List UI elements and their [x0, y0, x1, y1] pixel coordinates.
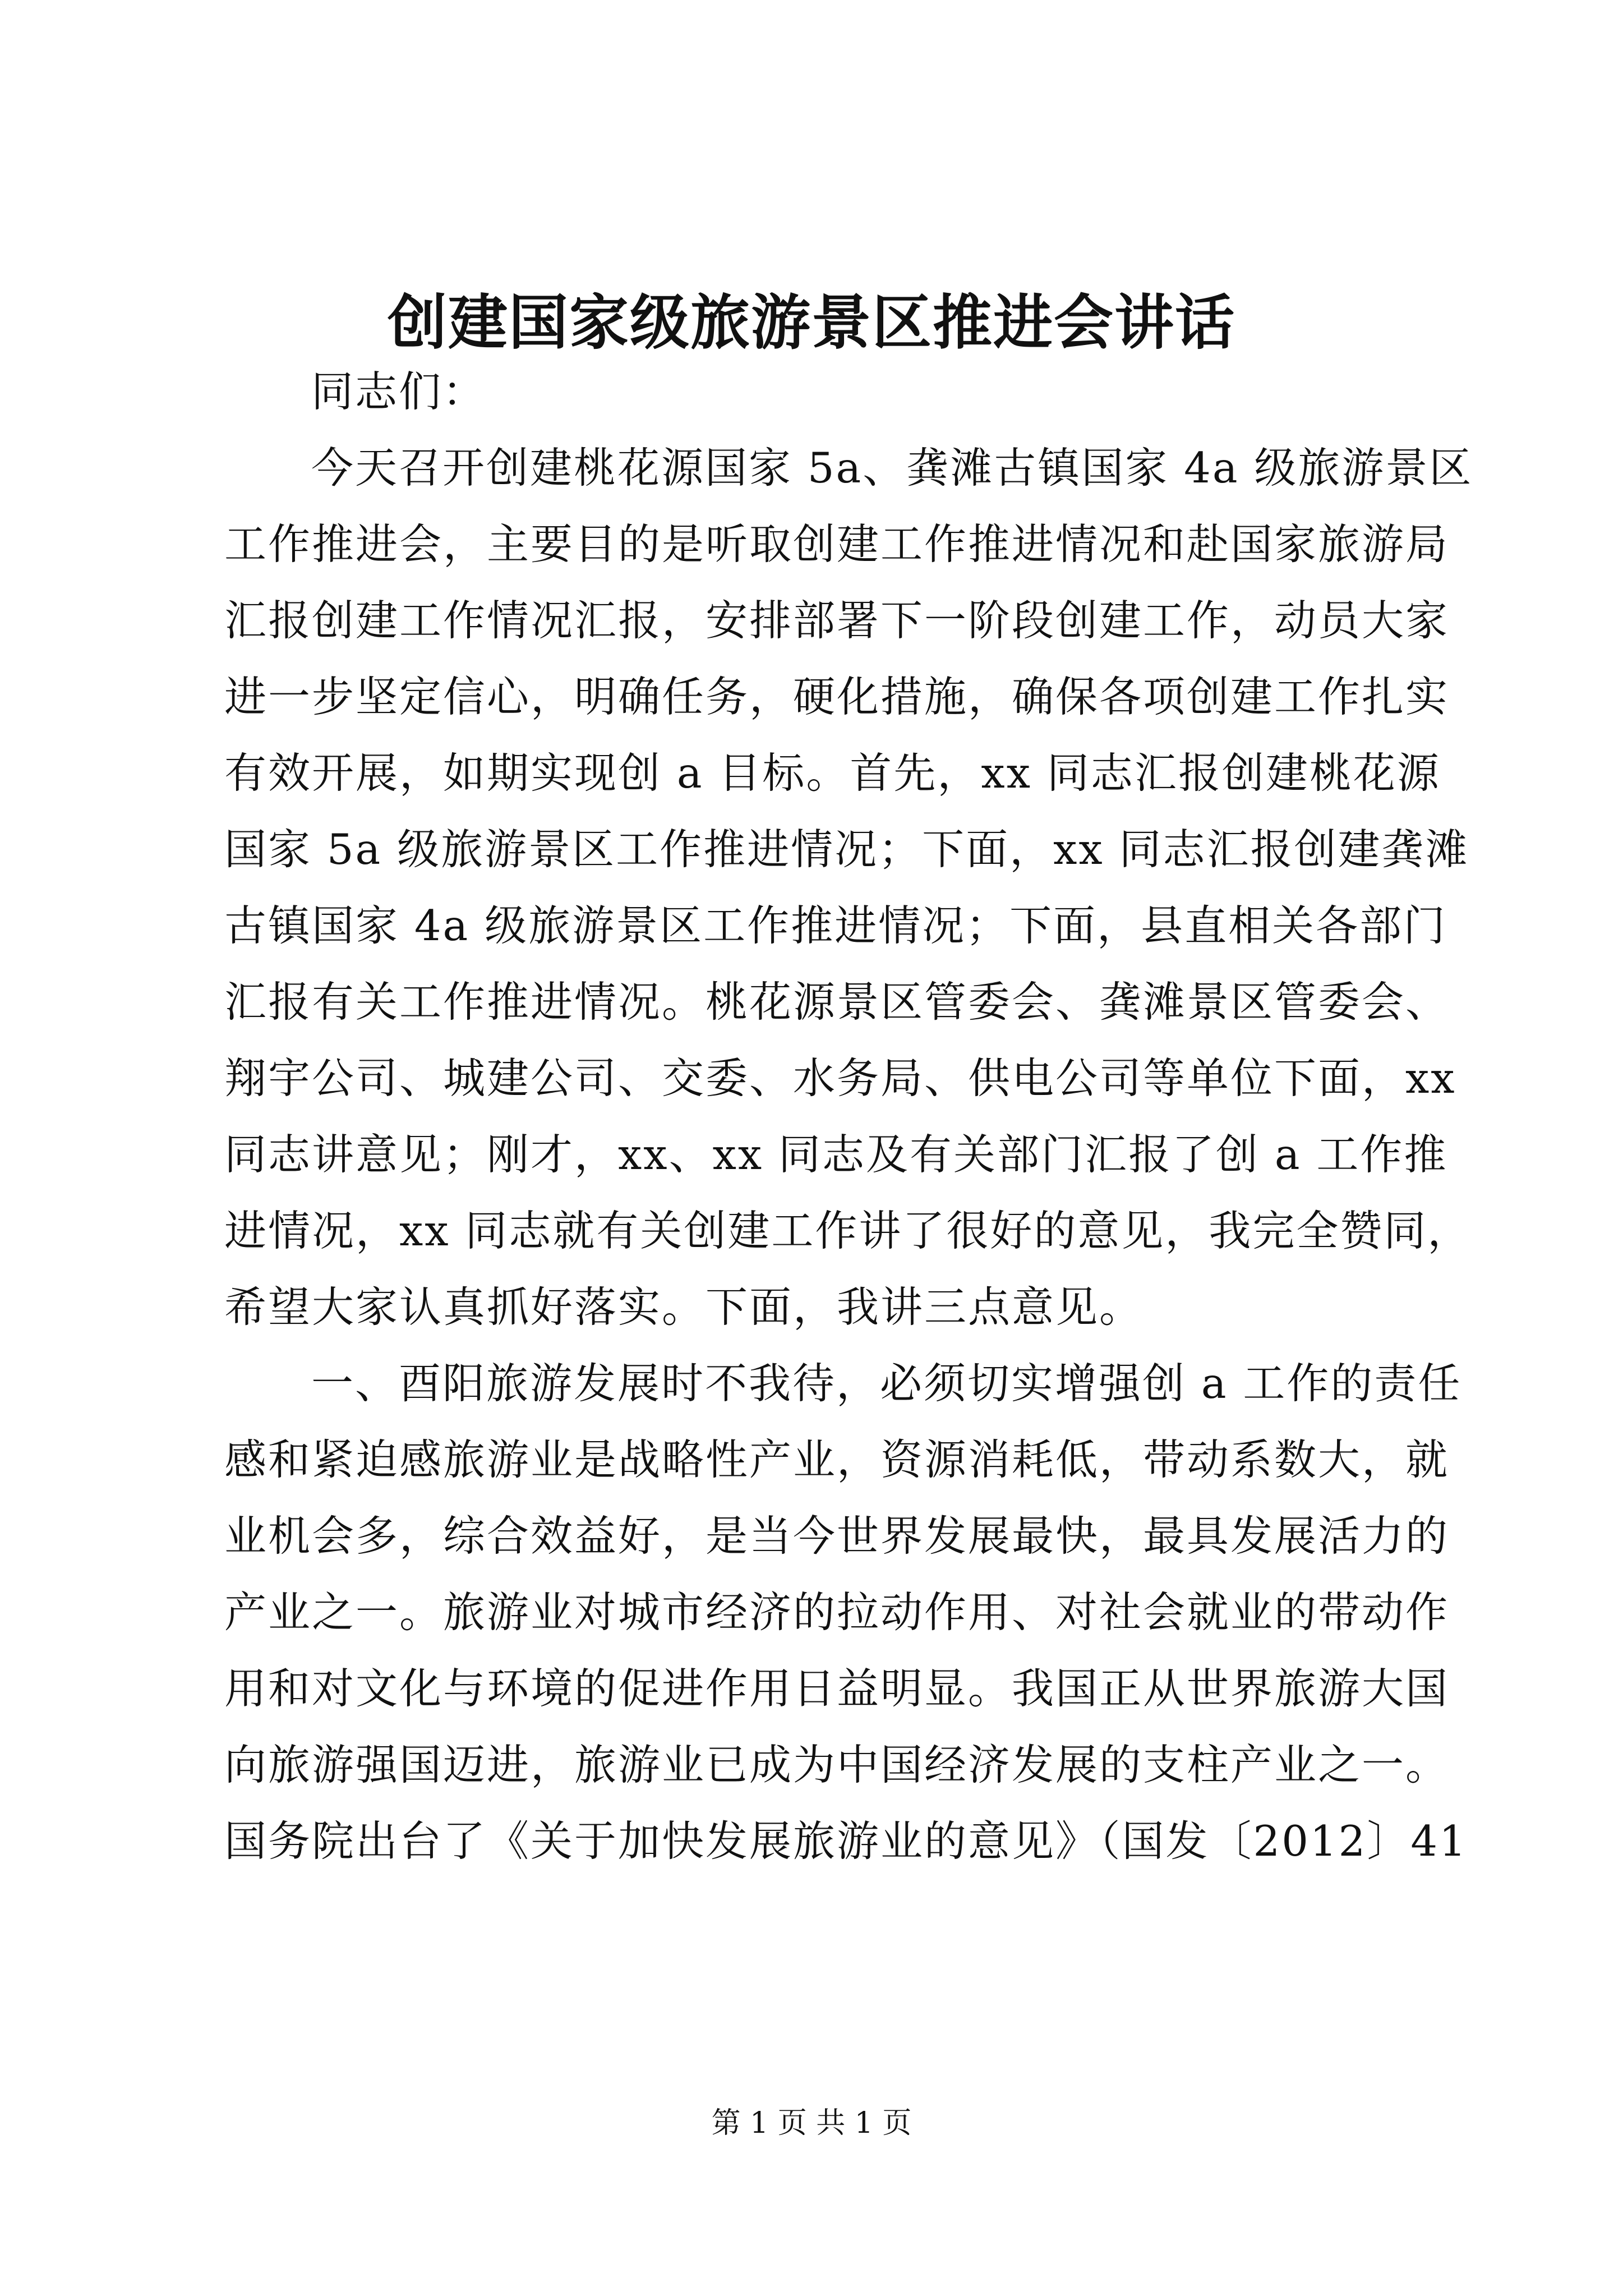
document-title: 创建国家级旅游景区推进会讲话: [388, 287, 1235, 357]
salutation-line: 同志们：: [311, 367, 487, 416]
body-line: 翔宇公司、城建公司、交委、水务局、供电公司等单位下面，xx: [224, 1053, 1456, 1103]
body-line: 业机会多，综合效益好，是当今世界发展最快，最具发展活力的: [224, 1511, 1450, 1561]
body-line: 希望大家认真抓好落实。下面，我讲三点意见。: [224, 1282, 1144, 1332]
section-heading-line: 一、酉阳旅游发展时不我待，必须切实增强创 a 工作的责任: [311, 1359, 1462, 1408]
body-line: 进一步坚定信心，明确任务，硬化措施，确保各项创建工作扎实: [224, 672, 1450, 721]
body-line: 汇报创建工作情况汇报，安排部署下一阶段创建工作，动员大家: [224, 596, 1450, 645]
page-footer: 第 1 页 共 1 页: [711, 2106, 912, 2140]
body-line: 感和紧迫感旅游业是战略性产业，资源消耗低，带动系数大，就: [224, 1435, 1450, 1484]
body-line: 进情况，xx 同志就有关创建工作讲了很好的意见，我完全赞同，: [224, 1206, 1472, 1255]
body-line: 古镇国家 4a 级旅游景区工作推进情况；下面，县直相关各部门: [224, 901, 1447, 950]
body-line: 汇报有关工作推进情况。桃花源景区管委会、龚滩景区管委会、: [224, 977, 1450, 1027]
body-line: 用和对文化与环境的促进作用日益明显。我国正从世界旅游大国: [224, 1664, 1450, 1713]
document-body: [224, 353, 1473, 1879]
body-line: 有效开展，如期实现创 a 目标。首先，xx 同志汇报创建桃花源: [224, 748, 1441, 798]
body-line: 今天召开创建桃花源国家 5a、龚滩古镇国家 4a 级旅游景区: [311, 443, 1473, 493]
body-line: 国家 5a 级旅游景区工作推进情况；下面，xx 同志汇报创建龚滩: [224, 825, 1469, 874]
body-line: 产业之一。旅游业对城市经济的拉动作用、对社会就业的带动作: [224, 1588, 1450, 1637]
body-line: 工作推进会，主要目的是听取创建工作推进情况和赴国家旅游局: [224, 519, 1450, 569]
body-line: 国务院出台了《关于加快发展旅游业的意见》（国发〔2012〕41: [224, 1816, 1468, 1866]
body-line: 同志讲意见；刚才，xx、xx 同志及有关部门汇报了创 a 工作推: [224, 1130, 1448, 1179]
body-line: 向旅游强国迈进，旅游业已成为中国经济发展的支柱产业之一。: [224, 1740, 1450, 1789]
